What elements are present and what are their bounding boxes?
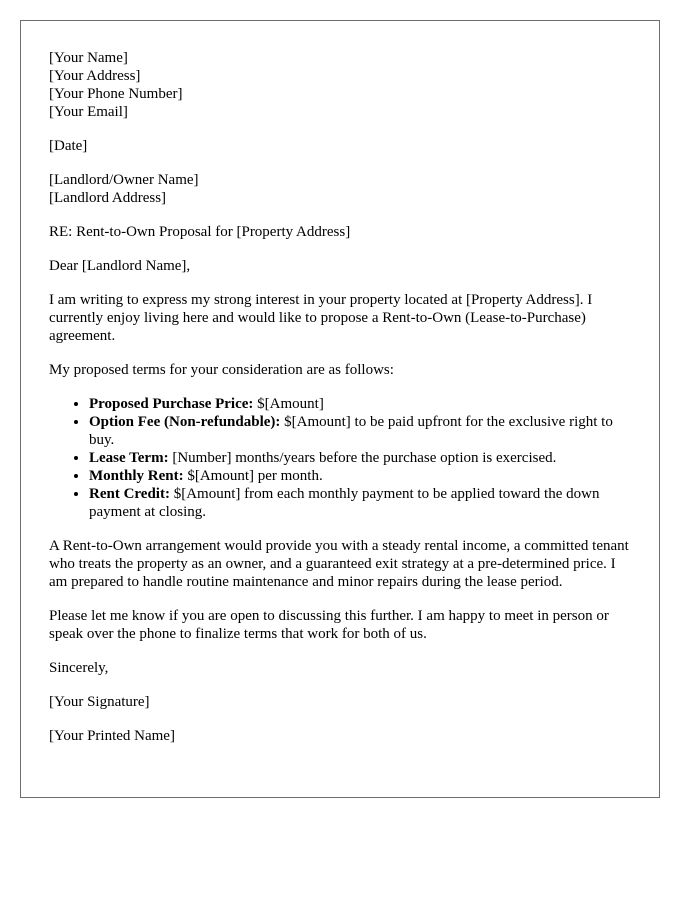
term-text: $[Amount] per month.: [183, 468, 323, 484]
recipient-address: [Landlord Address]: [49, 190, 167, 206]
term-item-option-fee: [89, 413, 631, 449]
term-label: Lease Term:: [89, 450, 169, 466]
subject-line: RE: Rent-to-Own Proposal for [Property Address]: [49, 224, 351, 240]
recipient-name: [Landlord/Owner Name]: [49, 172, 199, 188]
term-label: Option Fee (Non-refundable):: [89, 414, 281, 430]
letter-date: [Date]: [49, 138, 88, 154]
term-label: Proposed Purchase Price:: [89, 396, 254, 412]
closing-paragraph: Please let me know if you are open to discussing this further. I am happy to meet in person or speak over the phone to finalize terms that work for both of us.: [49, 608, 609, 642]
recipient-block: [49, 171, 631, 207]
term-text: $[Amount]: [253, 396, 324, 412]
term-item-lease-term: [89, 449, 631, 467]
terms-intro: My proposed terms for your consideration are as follows:: [49, 362, 394, 378]
closing: Sincerely,: [49, 660, 109, 676]
signature-line: [Your Signature]: [49, 694, 150, 710]
term-text: $[Amount] to be paid upfront for the exclusive right to buy.: [89, 414, 613, 448]
term-label: Monthly Rent:: [89, 468, 184, 484]
sender-name: [Your Name]: [49, 50, 128, 66]
term-item-rent-credit: [89, 485, 631, 521]
term-text: [Number] months/years before the purchase option is exercised.: [168, 450, 557, 466]
term-item-monthly-rent: [89, 467, 631, 485]
salutation: Dear [Landlord Name],: [49, 258, 191, 274]
term-item-purchase-price: [89, 395, 631, 413]
printed-name: [Your Printed Name]: [49, 728, 175, 744]
term-text: $[Amount] from each monthly payment to be applied toward the down payment at closing.: [89, 486, 600, 520]
term-label: Rent Credit:: [89, 486, 170, 502]
sender-phone: [Your Phone Number]: [49, 86, 183, 102]
sender-email: [Your Email]: [49, 104, 128, 120]
letter-page: [20, 20, 660, 798]
intro-paragraph: I am writing to express my strong interest in your property located at [Property Address]. I currently enjoy living here and would like to propose a Rent-to-Own (Lease-to-Purchase) agreement.: [49, 292, 593, 344]
sender-address: [Your Address]: [49, 68, 141, 84]
benefits-paragraph: A Rent-to-Own arrangement would provide you with a steady rental income, a committed tenant who treats the property as an owner, and a guaranteed exit strategy at a pre-determined price. I am prepared to handle routine maintenance and minor repairs during the lease period.: [49, 538, 629, 590]
sender-block: [49, 49, 631, 121]
terms-list: [49, 395, 631, 521]
